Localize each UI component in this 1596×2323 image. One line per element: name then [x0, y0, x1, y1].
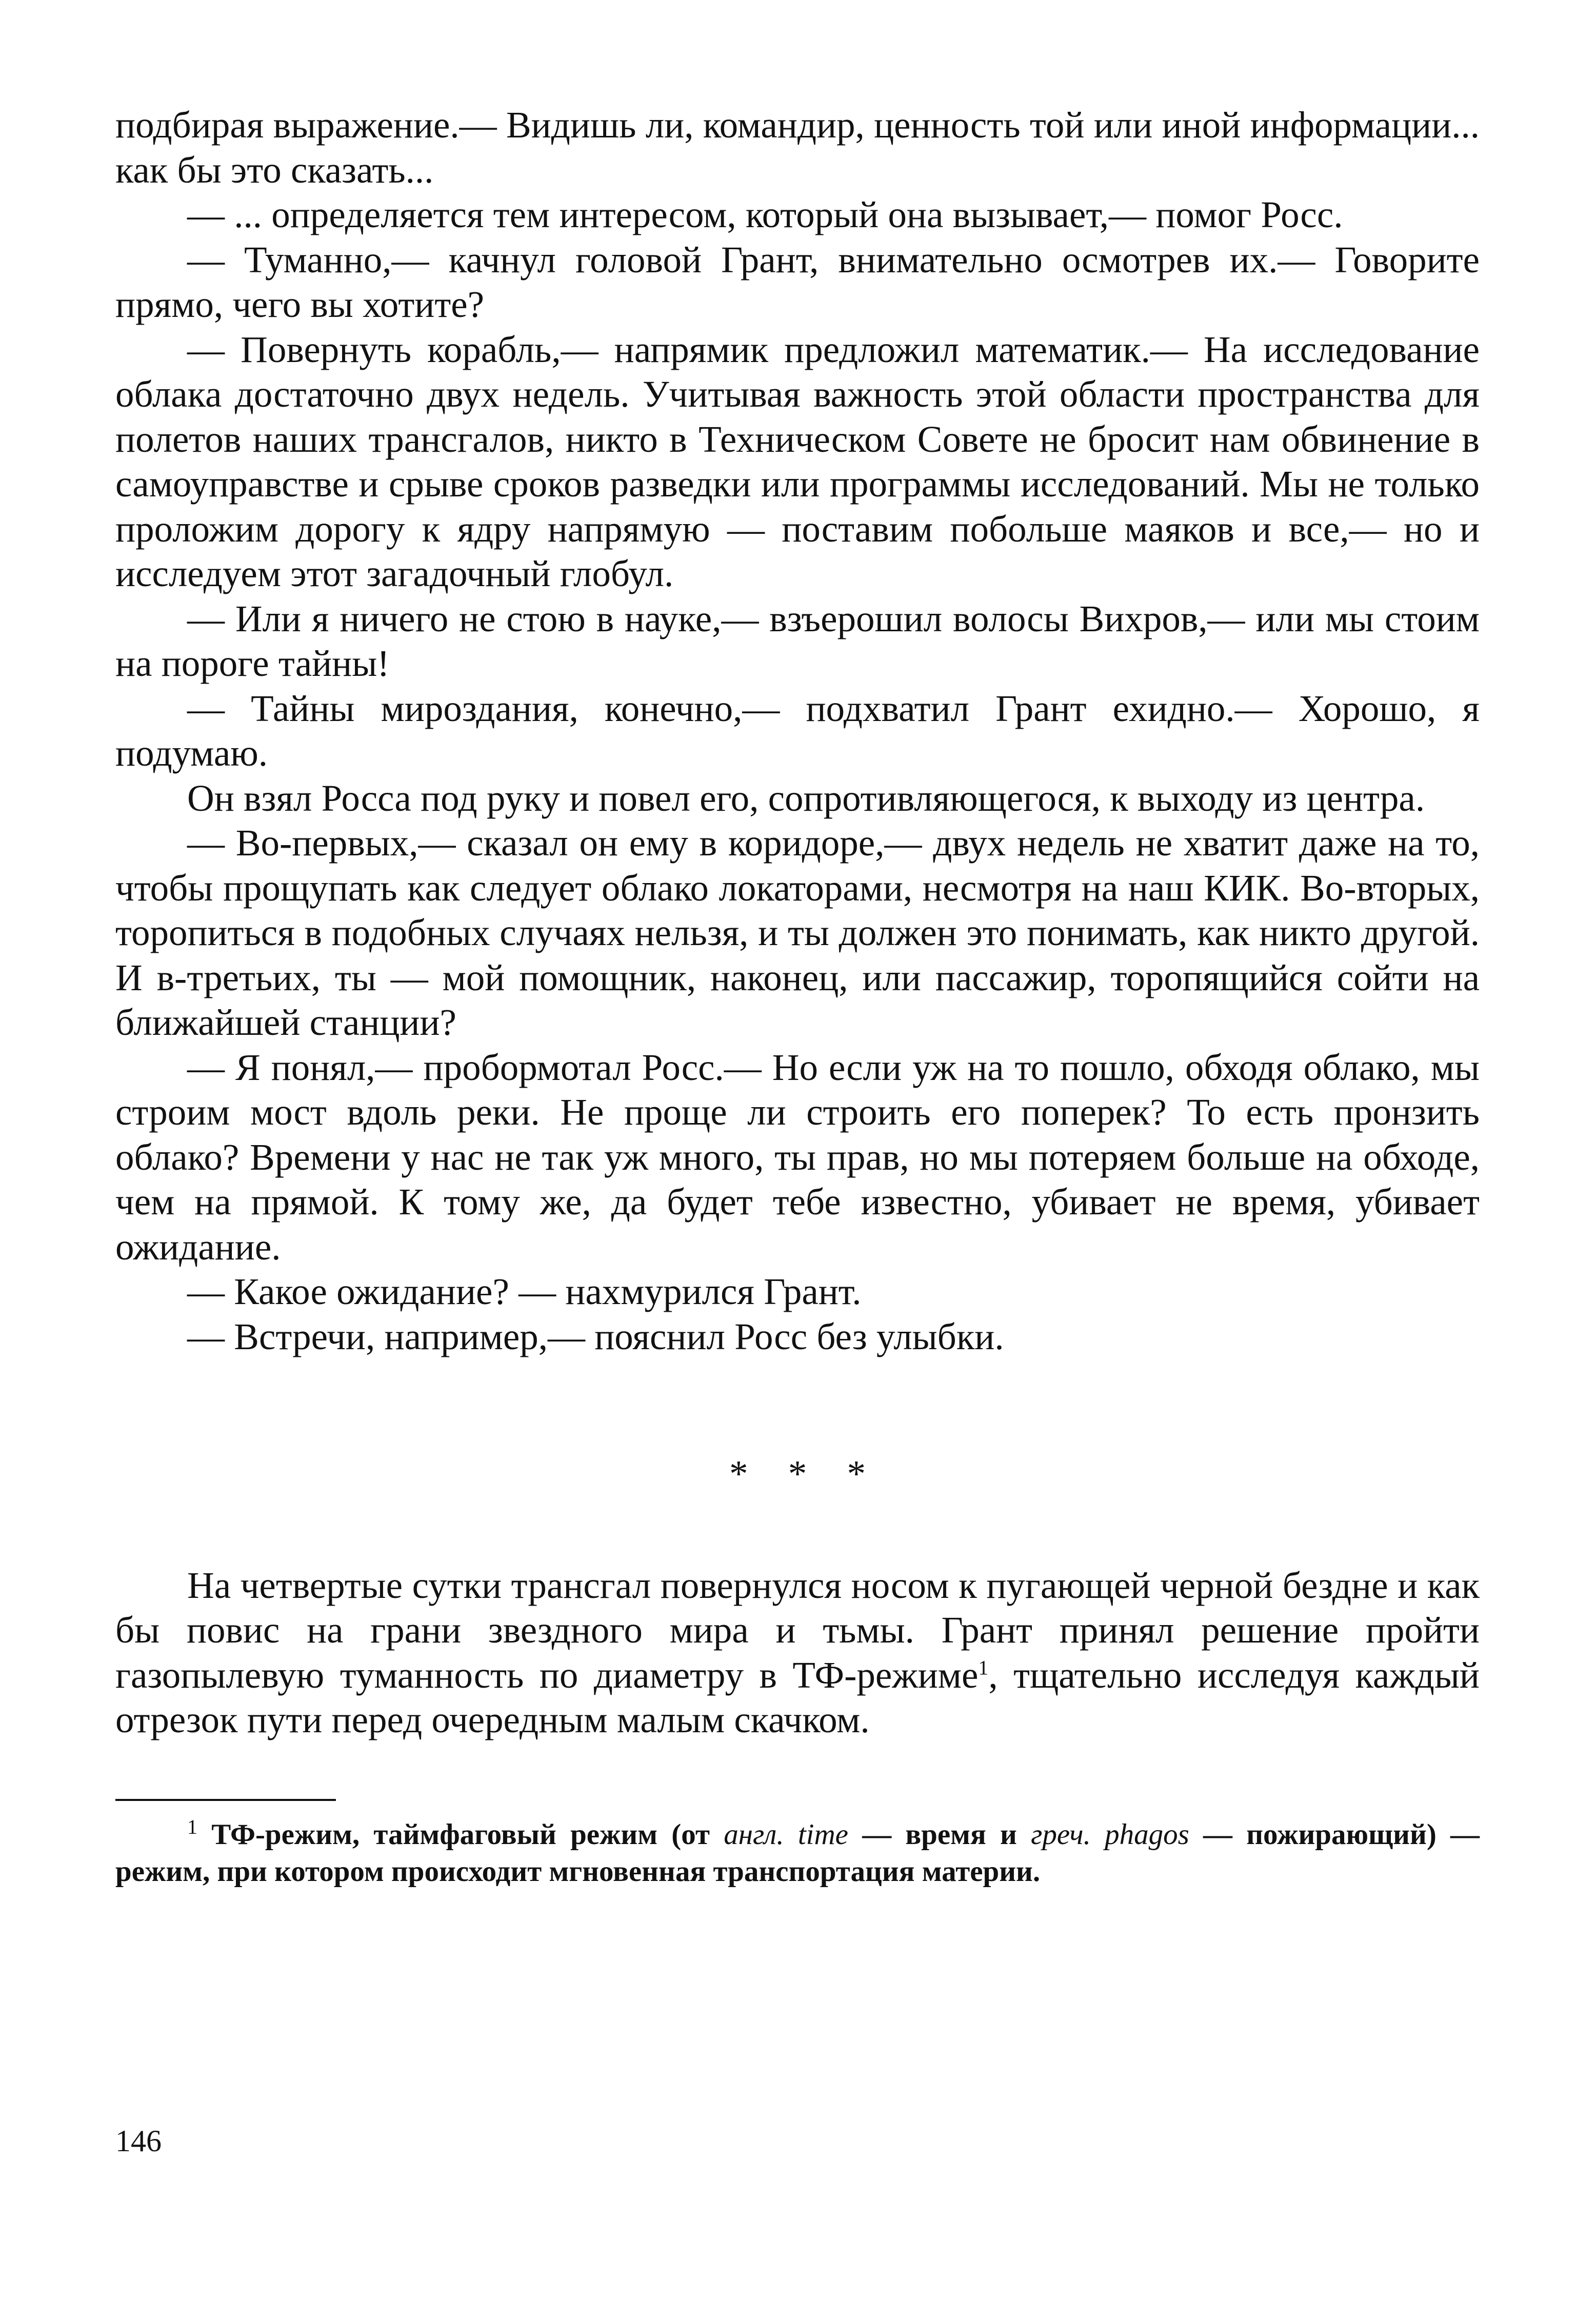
- paragraph: — Встречи, например,— пояснил Росс без улыбки.: [187, 1315, 1004, 1357]
- page-content: [115, 103, 1480, 1890]
- section2-text-after: , тщательно исследуя каждый отрезок пути перед очередным малым скачком.: [115, 1654, 1480, 1740]
- spacer: [115, 1359, 1480, 1451]
- footnote-part1: ТФ-режим, таймфаговый режим (от: [211, 1818, 710, 1851]
- section-break: * * *: [729, 1453, 881, 1494]
- spacer: [115, 1496, 1480, 1563]
- paragraph: подбирая выражение.— Видишь ли, командир, ценность той или иной информации... как бы это сказать...: [115, 104, 1480, 191]
- footnote-reference[interactable]: 1: [978, 1656, 989, 1679]
- footnote-word2: phagos: [1105, 1818, 1189, 1851]
- page-number: 146: [115, 2124, 162, 2158]
- footnote-part3: — пожирающий) — режим, при котором происходит мгновенная транспортация материи.: [115, 1818, 1480, 1888]
- paragraph: — Во-первых,— сказал он ему в коридоре,— двух недель не хватит даже на то, чтобы прощупать как следует облако локаторами, несмотря на наш КИК. Во-вторых, торопиться в подобных случаях нельзя, и ты должен это понимать, как никто другой. И в-третьих, ты — мой помощник, наконец, или пассажир, торопящийся сойти на ближайшей станции?: [115, 822, 1480, 1043]
- body-text: [115, 103, 1480, 1359]
- paragraph: — Какое ожидание? — нахмурился Грант.: [187, 1271, 862, 1312]
- footnote-marker: 1: [187, 1815, 197, 1838]
- section2-paragraph: [115, 1563, 1480, 1743]
- paragraph: — Тайны мироздания, конечно,— подхватил Грант ехидно.— Хорошо, я подумаю.: [115, 687, 1480, 774]
- paragraph: — Или я ничего не стою в науке,— взъерошил волосы Вихров,— или мы стоим на пороге тайны!: [115, 597, 1480, 684]
- footnote: [115, 1816, 1480, 1890]
- footnote-lang1: англ.: [724, 1818, 784, 1851]
- paragraph: Он взял Росса под руку и повел его, сопротивляющегося, к выходу из центра.: [187, 777, 1425, 819]
- footnote-word1: time: [797, 1818, 848, 1851]
- footnote-part2: — время и: [862, 1818, 1017, 1851]
- paragraph: — Туманно,— качнул головой Грант, внимательно осмотрев их.— Говорите прямо, чего вы хотите?: [115, 238, 1480, 325]
- footnote-lang2: греч.: [1031, 1818, 1091, 1851]
- paragraph: — Я понял,— пробормотал Росс.— Но если уж на то пошло, обходя облако, мы строим мост вдоль реки. Не проще ли строить его поперек? То есть пронзить облако? Времени у нас не так уж много, ты прав, но мы потеряем больше на обходе, чем на прямой. К тому же, да будет тебе известно, убивает не время, убивает ожидание.: [115, 1046, 1480, 1268]
- paragraph: — Повернуть корабль,— напрямик предложил математик.— На исследование облака достаточно двух недель. Учитывая важность этой области пространства для полетов наших трансгалов, никто в Техническом Совете не бросит нам обвинение в самоуправстве и срыве сроков разведки или программы исследований. Мы не только проложим дорогу к ядру напрямую — поставим побольше маяков и все,— но и исследуем этот загадочный глобул.: [115, 328, 1480, 594]
- footnote-divider: [115, 1799, 336, 1801]
- section2-text-before: На четвертые сутки трансгал повернулся носом к пугающей черной бездне и как бы повис на грани звездного мира и тьмы. Грант принял решение пройти газопылевую туманность по диаметру в ТФ-режиме: [115, 1564, 1480, 1696]
- paragraph: — ... определяется тем интересом, который она вызывает,— помог Росс.: [187, 194, 1343, 235]
